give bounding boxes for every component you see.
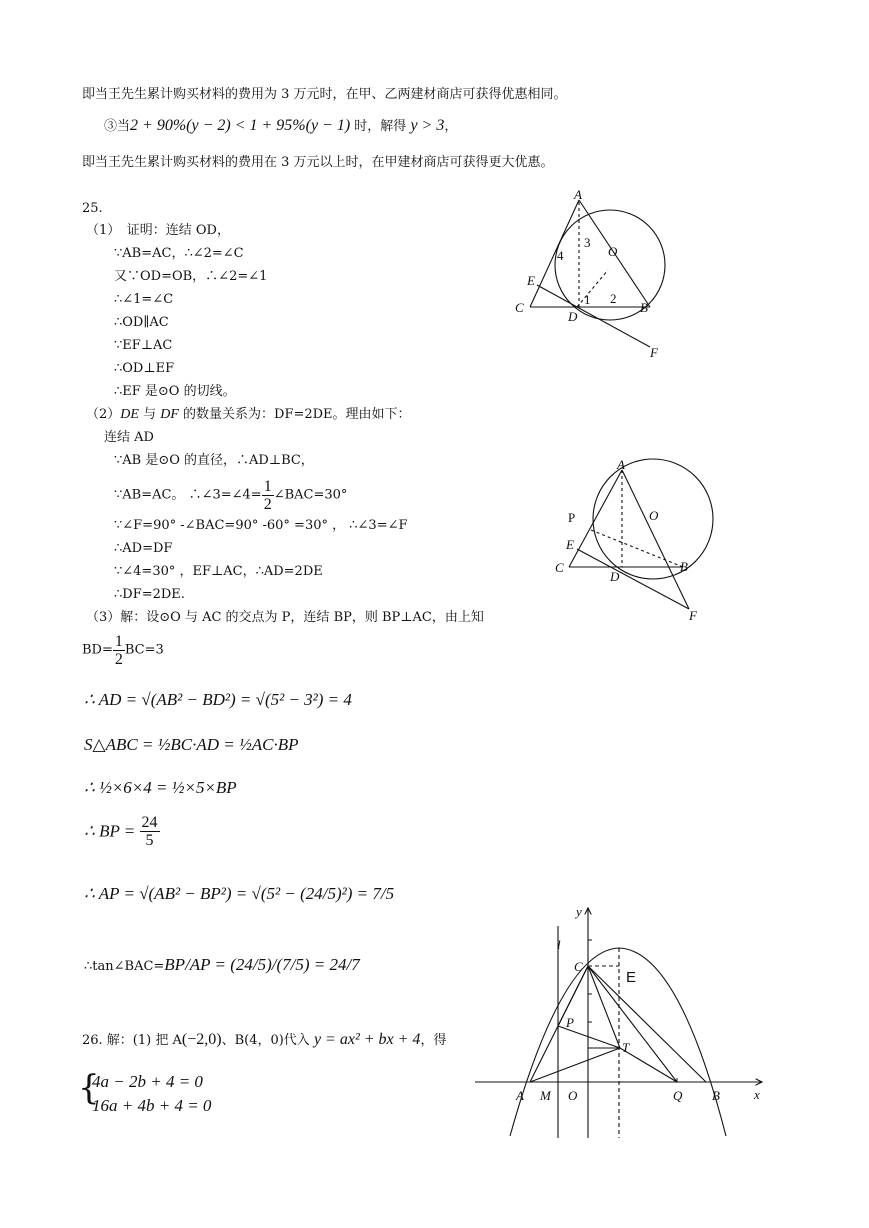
ad-equation: ∴ AD = √(AB² − BD²) = √(5² − 3²) = 4 (84, 690, 352, 709)
fig1-label: D (568, 309, 578, 324)
problem-26-head (82, 1030, 446, 1051)
part-label: （2） (86, 407, 121, 422)
fig1-label: 2 (610, 291, 617, 306)
p25-line: ∴∠1=∠C (114, 292, 174, 307)
fig3-label: y (576, 904, 582, 919)
fig3-label: O (568, 1088, 578, 1103)
inequality-result: y > 3 (410, 117, 445, 134)
text: ，得 (420, 1033, 447, 1048)
fig2-label: D (610, 569, 620, 584)
system-brace: { (78, 1068, 100, 1108)
fig3-labels (515, 904, 760, 1103)
p25-line: ∵∠4=30° ，EF⊥AC，∴AD=2DE (114, 564, 323, 579)
p25-part3-head: （3）解：设⊙O 与 AC 的交点为 P，连结 BP，则 BP⊥AC，由上知 (86, 610, 484, 625)
text: ∴ BP = (84, 821, 140, 841)
text: 与 (138, 407, 161, 422)
fig3-label: P (566, 1015, 574, 1030)
fig3-label: C (574, 959, 583, 974)
fig1-label: B (640, 300, 648, 315)
parabola-equation: y = ax² + bx + 4 (313, 1031, 421, 1048)
system-eq-1: 4a − 2b + 4 = 0 (92, 1072, 203, 1091)
area-equation: S△ABC = ½BC·AD = ½AC·BP (84, 735, 299, 754)
fig3-label: M (540, 1088, 551, 1103)
figure-2-circle-tangent (555, 452, 715, 624)
fraction-24-5 (140, 814, 160, 849)
fraction-half (113, 633, 125, 668)
fig1-label: C (515, 300, 524, 315)
fig2-labels (555, 457, 698, 623)
system-eq-2: 16a + 4b + 4 = 0 (92, 1096, 212, 1115)
p25-line: ∴EF 是⊙O 的切线。 (114, 384, 236, 399)
text: 26. 解：(1) 把 A (82, 1033, 182, 1048)
fig1-label: 4 (557, 248, 564, 263)
problem-25-number: 25. (82, 201, 103, 216)
numerator: 1 (114, 633, 123, 650)
fig1-label: 3 (584, 235, 591, 250)
fig1-label: E (527, 273, 535, 288)
fig3-label: x (754, 1087, 760, 1102)
bp-equation (84, 814, 160, 849)
text: ∴tan∠BAC= (84, 959, 165, 974)
p25-line: ∴OD⊥EF (114, 361, 175, 376)
p25-line: 连结 AD (104, 430, 154, 445)
fig3-label: l (557, 937, 561, 952)
p25-line: ∵AB 是⊙O 的直径，∴AD⊥BC， (114, 453, 314, 468)
segment-df: DF (160, 407, 179, 422)
fig1-label: F (650, 345, 658, 360)
fig2-label: P (568, 510, 576, 525)
fig1-label: O (608, 244, 618, 259)
denominator: 2 (114, 651, 123, 668)
text-line-3: 即当王先生累计购买材料的费用在 3 万元以上时，在甲建材商店可获得更大优惠。 (82, 155, 554, 170)
figure-3-parabola (470, 900, 770, 1140)
point-a: (−2,0) (181, 1031, 222, 1048)
fig3-label: E (626, 969, 637, 986)
p25-line: ∴AD=DF (114, 541, 173, 556)
p25-line: 又∵OD=OB，∴∠2=∠1 (114, 269, 268, 284)
p25-angle-equation (114, 478, 347, 513)
fig1-label: 1 (584, 292, 591, 307)
fig3-label: B (712, 1088, 720, 1103)
fig2-label: E (566, 537, 574, 552)
p25-line: ∵∠F=90° -∠BAC=90° -60° =30° ， ∴∠3=∠F (114, 518, 408, 533)
denominator: 2 (263, 496, 272, 513)
fig1-label: A (574, 190, 582, 202)
segment-de: DE (120, 407, 139, 422)
p25-line: （1） 证明：连结 OD， (86, 223, 230, 238)
text: BC=3 (124, 642, 164, 658)
inequality: 2 + 90%(y − 2) < 1 + 95%(y − 1) (130, 117, 351, 134)
fig3-label: T (622, 1040, 630, 1055)
fig2-label: A (617, 457, 625, 472)
text: BD= (82, 642, 113, 658)
case-mid: 时，解得 (350, 119, 411, 134)
fig3-label: Q (673, 1088, 683, 1103)
text: 的数量关系为：DF=2DE。理由如下： (178, 407, 411, 422)
figure-1-circle-tangent (500, 190, 690, 370)
numerator: 24 (141, 814, 158, 831)
fig3-label: A (516, 1088, 524, 1103)
fig2-label: F (689, 608, 697, 623)
tan-equation (84, 955, 360, 977)
p25-line: ∵EF⊥AC (114, 338, 173, 353)
p25-line: ∵AB=AC，∴∠2=∠C (114, 246, 244, 261)
fraction-half (262, 478, 274, 513)
ap-equation: ∴ AP = √(AB² − BP²) = √(5² − (24/5)²) = 7/5 (84, 884, 395, 903)
case-prefix: ③当 (104, 119, 131, 134)
text: ∵AB=AC。 ∴∠3=∠4= (114, 487, 262, 503)
case-suffix: ， (444, 119, 458, 134)
p25-line: ∴DF=2DE. (114, 587, 185, 602)
text-line-1: 即当王先生累计购买材料的费用为 3 万元时，在甲、乙两建材商店可获得优惠相同。 (82, 87, 567, 102)
bd-equation (82, 633, 164, 668)
text-line-2 (104, 116, 457, 137)
tan-value: BP/AP = (24/5)/(7/5) = 24/7 (164, 955, 360, 974)
numerator: 1 (263, 478, 272, 495)
fig2-label: C (555, 560, 564, 575)
denominator: 5 (145, 832, 154, 849)
area-calc-equation: ∴ ½×6×4 = ½×5×BP (84, 778, 237, 797)
text: ∠BAC=30° (273, 487, 348, 503)
text: 、B(4，0)代入 (221, 1033, 314, 1048)
fig2-label: O (649, 508, 659, 523)
p25-line: ∴OD∥AC (114, 315, 169, 330)
fig2-label: B (680, 559, 688, 574)
p25-part2-head (86, 407, 411, 423)
